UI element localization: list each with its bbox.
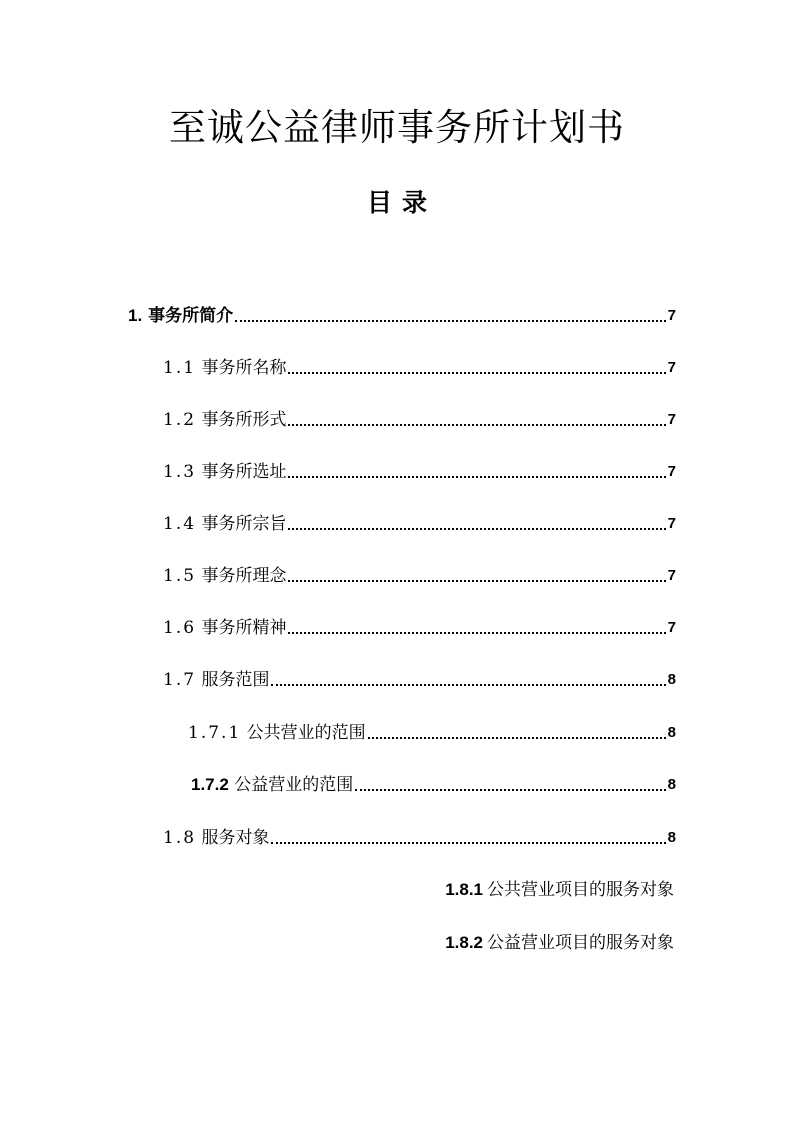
- toc-entry-text: 事务所理念: [201, 566, 287, 586]
- toc-entry[interactable]: [163, 564, 676, 588]
- toc-entry-number: 1.: [128, 306, 143, 325]
- toc-entry-number: 1.7: [163, 670, 197, 690]
- toc-leader-dots: [288, 528, 665, 530]
- toc-entry[interactable]: [163, 408, 676, 432]
- toc-entry-page: 8: [667, 724, 676, 741]
- toc-entry-page: 7: [667, 567, 676, 584]
- toc-entry-number: 1.6: [163, 618, 197, 638]
- toc-entry-text: 公共营业的范围: [246, 723, 366, 743]
- toc-entry-label: [163, 356, 286, 380]
- toc-leader-dots: [355, 789, 665, 791]
- toc-entry-number: 1.8: [163, 828, 197, 848]
- toc-leader-dots: [288, 424, 665, 426]
- toc-entry-text: 事务所形式: [201, 410, 287, 430]
- toc-entry-label: [445, 878, 674, 902]
- toc-entry-label: [163, 616, 286, 640]
- toc-entry-label: [163, 460, 286, 484]
- toc-entry[interactable]: [128, 304, 676, 328]
- toc-entry-label: [163, 512, 286, 536]
- toc-entry-label: [128, 304, 233, 328]
- toc-entry-text: 事务所宗旨: [201, 514, 287, 534]
- toc-leader-dots: [271, 842, 665, 844]
- toc-entry-text: 事务所名称: [201, 358, 287, 378]
- toc-leader-dots: [271, 684, 665, 686]
- toc-entry-page: 7: [667, 619, 676, 636]
- toc-entry-text: 事务所选址: [201, 462, 287, 482]
- toc-entry[interactable]: [191, 773, 676, 797]
- toc-leader-dots: [288, 476, 665, 478]
- toc-entry-number: 1.5: [163, 566, 197, 586]
- toc-entry-page: 7: [667, 515, 676, 532]
- toc-entry-label: [163, 826, 269, 850]
- toc-entry-label: [163, 564, 286, 588]
- toc-entry-text: 服务对象: [201, 828, 270, 848]
- toc-leader-dots: [288, 632, 665, 634]
- toc-entry-number: 1.4: [163, 514, 197, 534]
- toc-entry-label: [163, 668, 269, 692]
- toc-entry-text: 事务所简介: [148, 306, 234, 326]
- toc-entry-number: 1.7.2: [191, 775, 229, 794]
- toc-leader-dots: [235, 320, 666, 322]
- toc-entry-text: 公益营业的范围: [234, 775, 354, 795]
- toc-heading: 目录: [366, 188, 437, 217]
- toc-leader-dots: [288, 372, 665, 374]
- toc-entry[interactable]: [380, 931, 674, 955]
- toc-entry-number: 1.1: [163, 358, 197, 378]
- toc-entry-number: 1.7.1: [188, 723, 242, 743]
- toc-entry[interactable]: [163, 668, 676, 692]
- toc-entry[interactable]: [163, 616, 676, 640]
- toc-entry[interactable]: [163, 356, 676, 380]
- toc-entry[interactable]: [163, 512, 676, 536]
- toc-entry[interactable]: [380, 878, 674, 902]
- toc-entry-page: 7: [667, 411, 676, 428]
- toc-entry-text: 事务所精神: [201, 618, 287, 638]
- toc-entry-label: [188, 721, 366, 745]
- toc-entry[interactable]: [188, 721, 676, 745]
- toc-entry-page: 7: [667, 307, 676, 324]
- toc-entry-page: 7: [667, 359, 676, 376]
- document-title: 至诚公益律师事务所计划书: [169, 106, 625, 149]
- toc-entry-page: 8: [667, 829, 676, 846]
- toc-entry-number: 1.8.2: [445, 933, 483, 952]
- toc-entry[interactable]: [163, 460, 676, 484]
- toc-entry-number: 1.8.1: [445, 880, 483, 899]
- toc-entry-number: 1.3: [163, 462, 197, 482]
- toc-entry-number: 1.2: [163, 410, 197, 430]
- toc-leader-dots: [368, 737, 666, 739]
- toc-entry-page: 7: [667, 463, 676, 480]
- toc-entry[interactable]: [163, 826, 676, 850]
- toc-entry-label: [191, 773, 353, 797]
- toc-entry-page: 8: [667, 671, 676, 688]
- toc-entry-text: 公共营业项目的服务对象: [487, 880, 674, 900]
- toc-leader-dots: [288, 580, 665, 582]
- toc-entry-text: 服务范围: [201, 670, 270, 690]
- toc-entry-label: [163, 408, 286, 432]
- toc-entry-label: [445, 931, 674, 955]
- toc-entry-text: 公益营业项目的服务对象: [487, 933, 674, 953]
- toc-entry-page: 8: [667, 776, 676, 793]
